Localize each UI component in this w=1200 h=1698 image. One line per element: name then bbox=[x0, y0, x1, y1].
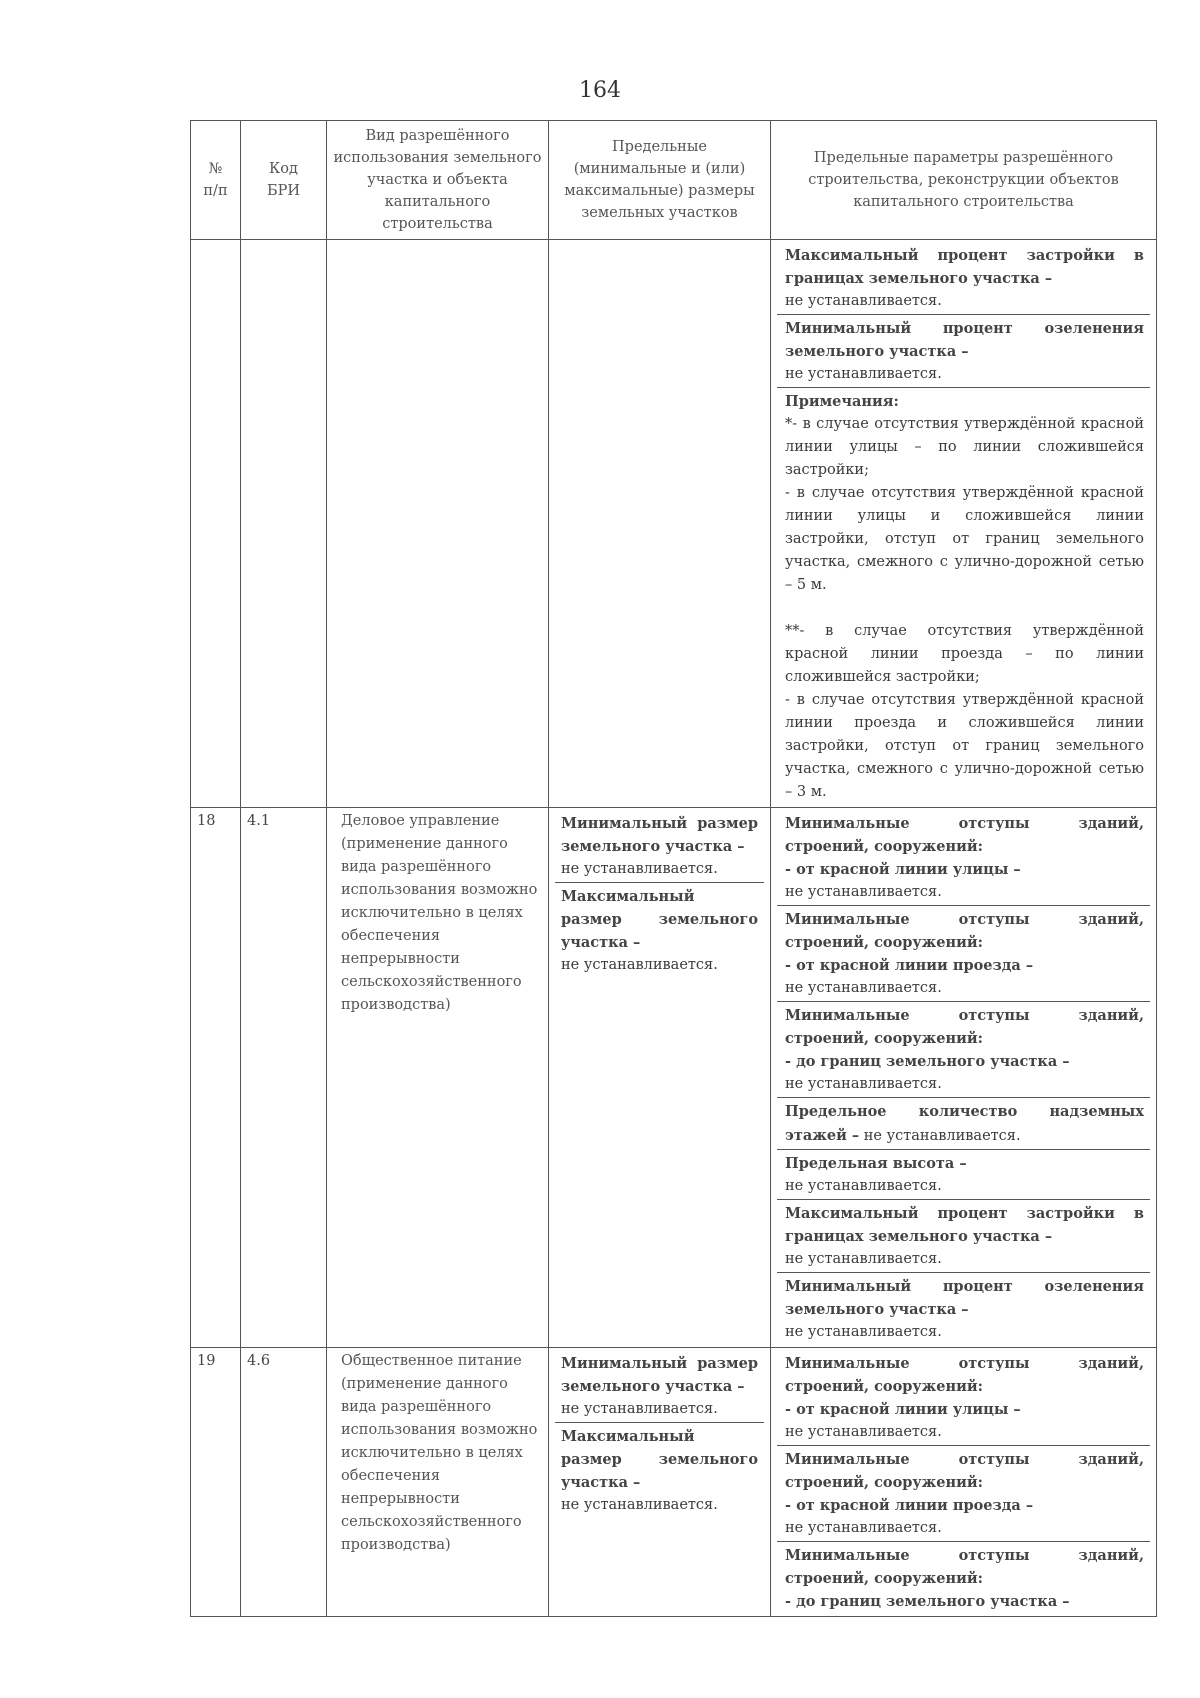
param-title: Минимальные отступы зданий, строений, сооружений: bbox=[785, 911, 1144, 951]
param-block bbox=[777, 1002, 1150, 1098]
cell-no bbox=[191, 240, 241, 808]
param-title: Предельная высота – bbox=[785, 1155, 967, 1172]
header-no: № п/п bbox=[191, 121, 241, 240]
param-block bbox=[777, 810, 1150, 906]
land-size bbox=[549, 808, 771, 1348]
header-size: Предельные (минимальные и (или) максимальные) размеры земельных участков bbox=[549, 121, 771, 240]
use-kind-text: Деловое управление (применение данного вида разрешённого использования возможно исключительно в целях обеспечения непрерывности сельскохозяйственного производства) bbox=[341, 813, 538, 1013]
cell-params bbox=[771, 808, 1157, 1348]
note-paragraph: - в случае отсутствия утверждённой красной линии улицы и сложившейся линии застройки, отступ от границ земельного участка, смежного с улично-дорожной сетью – 5 м. bbox=[785, 485, 1144, 593]
param-title: Минимальный процент озеленения земельного участка – bbox=[785, 320, 1144, 360]
param-title: Минимальные отступы зданий, строений, сооружений: bbox=[785, 1007, 1144, 1047]
param-value: не устанавливается. bbox=[863, 1128, 1021, 1144]
size-max-block bbox=[555, 883, 764, 978]
row-number: 18 bbox=[191, 808, 241, 1348]
cell-kind bbox=[327, 240, 549, 808]
size-min-block bbox=[555, 1350, 764, 1423]
size-max-title: Максимальный размер земельного участка – bbox=[561, 888, 758, 951]
param-value: не устанавливается. bbox=[785, 980, 942, 996]
param-block bbox=[777, 242, 1150, 315]
param-block bbox=[777, 1350, 1150, 1446]
param-title: Минимальный процент озеленения земельного участка – bbox=[785, 1278, 1144, 1318]
param-value: не устанавливается. bbox=[785, 884, 942, 900]
param-block bbox=[777, 1446, 1150, 1542]
param-block bbox=[777, 1542, 1150, 1614]
param-title: Максимальный процент застройки в границах земельного участка – bbox=[785, 247, 1144, 287]
cell-params bbox=[771, 1348, 1157, 1617]
size-min-block bbox=[555, 810, 764, 883]
page-number: 164 bbox=[579, 78, 621, 103]
param-value: не устанавливается. bbox=[785, 1324, 942, 1340]
param-block bbox=[777, 1200, 1150, 1273]
size-max-title: Максимальный размер земельного участка – bbox=[561, 1428, 758, 1491]
param-line: - от красной линии проезда – bbox=[785, 957, 1034, 974]
cell-size bbox=[549, 240, 771, 808]
param-block bbox=[777, 1273, 1150, 1345]
param-block bbox=[777, 1098, 1150, 1150]
param-title: Предельное количество надземных этажей – bbox=[785, 1103, 1144, 1144]
header-code: Код БРИ bbox=[241, 121, 327, 240]
notes-block bbox=[777, 388, 1150, 805]
param-line: - от красной линии улицы – bbox=[785, 1401, 1021, 1418]
header-kind: Вид разрешённого использования земельного участка и объекта капитального строительства bbox=[327, 121, 549, 240]
note-paragraph: - в случае отсутствия утверждённой красной линии проезда и сложившейся линии застройки, отступ от границ земельного участка, смежного с улично-дорожной сетью – 3 м. bbox=[785, 692, 1144, 800]
table-header-row bbox=[191, 121, 1157, 240]
use-kind bbox=[327, 1348, 549, 1617]
cell-params bbox=[771, 240, 1157, 808]
size-min-title: Минимальный размер земельного участка – bbox=[561, 1355, 758, 1395]
param-title: Минимальные отступы зданий, строений, сооружений: bbox=[785, 815, 1144, 855]
size-max-block bbox=[555, 1423, 764, 1518]
param-value: не устанавливается. bbox=[785, 1520, 942, 1536]
param-value: не устанавливается. bbox=[785, 1251, 942, 1267]
regulations-table bbox=[190, 120, 1157, 1617]
param-value: не устанавливается. bbox=[785, 1076, 942, 1092]
param-line: - от красной линии проезда – bbox=[785, 1497, 1034, 1514]
size-min-title: Минимальный размер земельного участка – bbox=[561, 815, 758, 855]
param-line: - от красной линии улицы – bbox=[785, 861, 1021, 878]
bri-code: 4.1 bbox=[241, 808, 327, 1348]
param-title: Минимальные отступы зданий, строений, сооружений: bbox=[785, 1547, 1144, 1587]
size-min-value: не устанавливается. bbox=[561, 861, 718, 877]
use-kind bbox=[327, 808, 549, 1348]
header-params: Предельные параметры разрешённого строительства, реконструкции объектов капитального строительства bbox=[771, 121, 1157, 240]
row-number: 19 bbox=[191, 1348, 241, 1617]
param-title: Максимальный процент застройки в границах земельного участка – bbox=[785, 1205, 1144, 1245]
use-kind-text: Общественное питание (применение данного вида разрешённого использования возможно исключительно в целях обеспечения непрерывности сельскохозяйственного производства) bbox=[341, 1353, 538, 1553]
param-value: не устанавливается. bbox=[785, 1178, 942, 1194]
param-value: не устанавливается. bbox=[785, 293, 942, 309]
param-value: не устанавливается. bbox=[785, 366, 942, 382]
param-block bbox=[777, 1150, 1150, 1200]
table-row-18 bbox=[191, 808, 1157, 1348]
param-title: Минимальные отступы зданий, строений, сооружений: bbox=[785, 1451, 1144, 1491]
size-max-value: не устанавливается. bbox=[561, 1497, 718, 1513]
size-min-value: не устанавливается. bbox=[561, 1401, 718, 1417]
note-paragraph: *- в случае отсутствия утверждённой красной линии улицы – по линии сложившейся застройки; bbox=[785, 416, 1144, 478]
param-title: Минимальные отступы зданий, строений, сооружений: bbox=[785, 1355, 1144, 1395]
size-max-value: не устанавливается. bbox=[561, 957, 718, 973]
param-block bbox=[777, 315, 1150, 388]
param-value: не устанавливается. bbox=[785, 1424, 942, 1440]
param-line: - до границ земельного участка – bbox=[785, 1053, 1070, 1070]
notes-title: Примечания: bbox=[785, 393, 899, 410]
cell-code bbox=[241, 240, 327, 808]
note-paragraph: **- в случае отсутствия утверждённой красной линии проезда – по линии сложившейся застройки; bbox=[785, 623, 1144, 685]
land-size bbox=[549, 1348, 771, 1617]
table-row-continuation bbox=[191, 240, 1157, 808]
param-line: - до границ земельного участка – bbox=[785, 1593, 1070, 1610]
bri-code: 4.6 bbox=[241, 1348, 327, 1617]
param-block bbox=[777, 906, 1150, 1002]
table-row-19 bbox=[191, 1348, 1157, 1617]
